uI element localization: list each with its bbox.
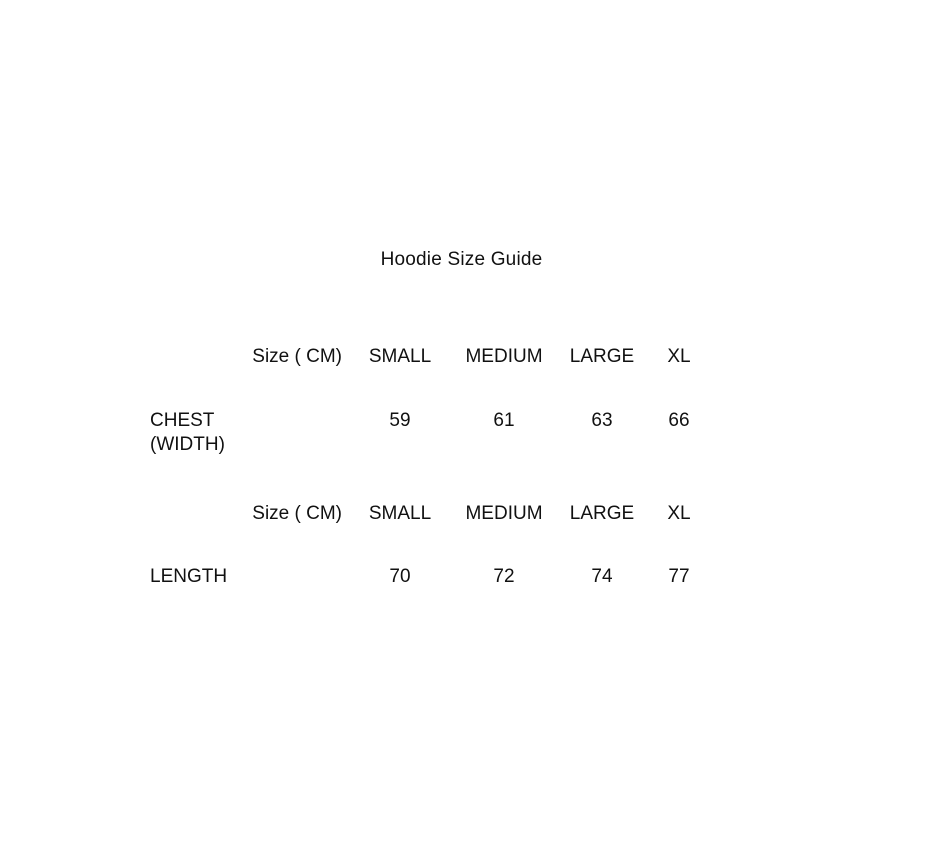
- cell-chest-small: 59: [389, 410, 411, 431]
- table-header-row: [150, 502, 750, 526]
- column-header-medium: MEDIUM: [465, 346, 543, 367]
- row-label-chest-line1: CHEST: [150, 410, 215, 431]
- column-header-xl: XL: [667, 346, 691, 367]
- table-row: [150, 565, 750, 589]
- cell-length-medium: 72: [493, 566, 515, 587]
- column-header-large: LARGE: [569, 503, 635, 524]
- cell-length-xl: 77: [668, 566, 690, 587]
- column-header-size: Size ( CM): [252, 503, 342, 524]
- table-header-row: [150, 345, 750, 369]
- row-spacer: [150, 526, 750, 565]
- table-row: [150, 409, 750, 457]
- length-size-table: [150, 502, 750, 589]
- column-header-large: LARGE: [569, 346, 635, 367]
- row-label-chest: [150, 409, 348, 457]
- row-label-length: [150, 565, 348, 589]
- column-header-small: SMALL: [368, 346, 432, 367]
- chest-size-table: [150, 345, 750, 457]
- column-header-small: SMALL: [368, 503, 432, 524]
- column-header-size: Size ( CM): [252, 346, 342, 367]
- cell-chest-large: 63: [591, 410, 613, 431]
- page-title-text: Hoodie Size Guide: [380, 249, 543, 270]
- cell-chest-xl: 66: [668, 410, 690, 431]
- row-label-chest-line2: (WIDTH): [150, 434, 225, 455]
- cell-chest-medium: 61: [493, 410, 515, 431]
- page-title: [0, 249, 927, 271]
- column-header-medium: MEDIUM: [465, 503, 543, 524]
- cell-length-large: 74: [591, 566, 613, 587]
- cell-length-small: 70: [389, 566, 411, 587]
- column-header-xl: XL: [667, 503, 691, 524]
- row-label-length-line1: LENGTH: [150, 566, 228, 587]
- row-spacer: [150, 369, 750, 409]
